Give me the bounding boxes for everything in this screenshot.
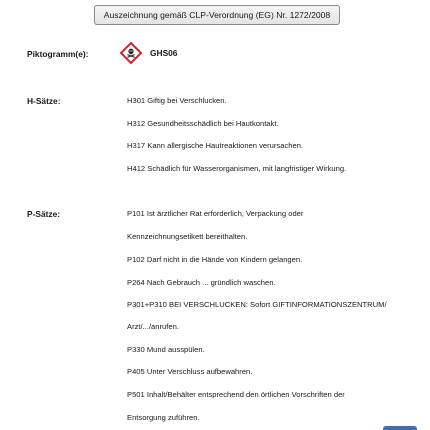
h-statement: H317 Kann allergische Hautreaktionen verursachen. [127, 141, 304, 150]
h-statement: H312 Gesundheitsschädlich bei Hautkontakt. [127, 119, 279, 128]
p-statement: P330 Mund ausspülen. [127, 345, 205, 354]
h-statement: H412 Schädlich für Wasserorganismen, mit langfristiger Wirkung. [127, 164, 347, 173]
p-statement: P405 Unter Verschluss aufbewahren. [127, 367, 253, 376]
clp-header-button[interactable]: Auszeichnung gemäß CLP-Verordnung (EG) Nr. 1272/2008 [94, 5, 340, 25]
p-statement: P101 Ist ärztlicher Rat erforderlich, Verpackung oder [127, 209, 304, 218]
p-statement: P264 Nach Gebrauch ... gründlich waschen. [127, 278, 276, 287]
scroll-top-button[interactable] [383, 426, 417, 430]
pictogram-code: GHS06 [150, 48, 178, 58]
h-statements-label: H-Sätze: [27, 96, 61, 106]
h-statement: H301 Giftig bei Verschlucken. [127, 96, 227, 105]
skull-crossbones-diamond-icon [120, 42, 142, 64]
p-statement: P301+P310 BEI VERSCHLUCKEN: Sofort GIFTINFORMATIONSZENTRUM/ [127, 300, 387, 309]
p-statement: Arzt/.../anrufen. [127, 322, 179, 331]
p-statements-label: P-Sätze: [27, 209, 61, 219]
p-statement: P102 Darf nicht in die Hände von Kindern gelangen. [127, 255, 303, 264]
pictogram-row [120, 42, 177, 64]
pictogram-label: Piktogramm(e): [27, 49, 89, 59]
p-statement: P501 Inhalt/Behälter entsprechend den örtlichen Vorschriften der [127, 390, 345, 399]
p-statement: Entsorgung zuführen. [127, 413, 200, 422]
p-statement: Kennzeichnungsetikett bereithalten. [127, 232, 248, 241]
